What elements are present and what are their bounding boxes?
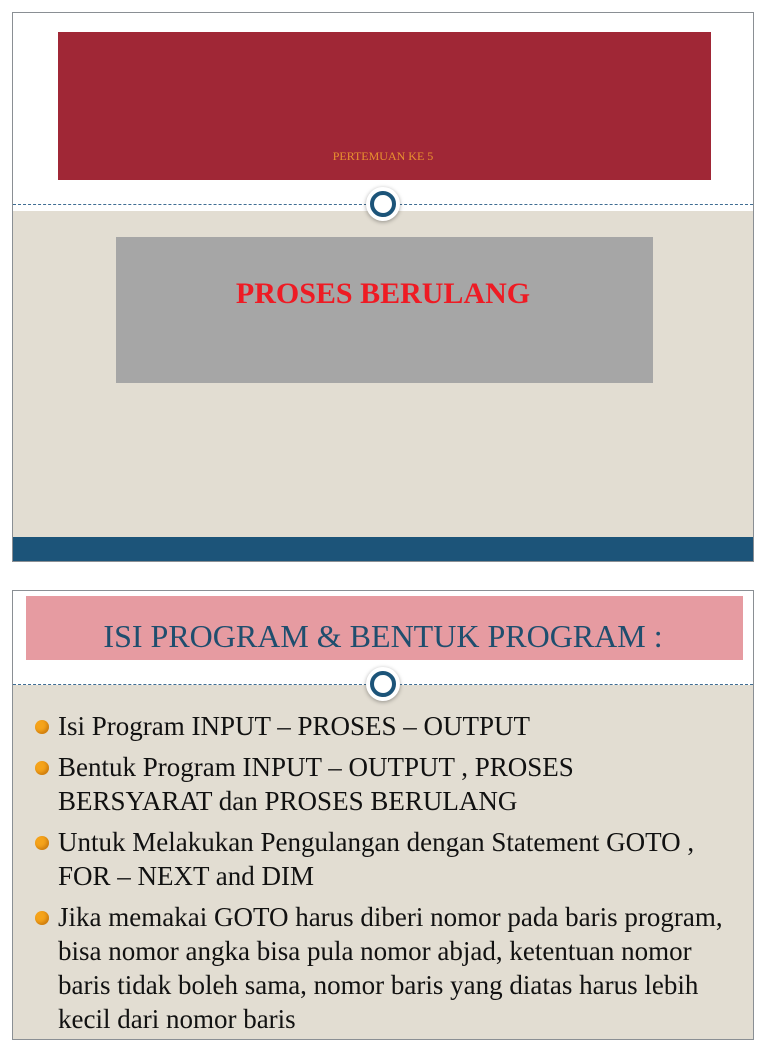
bullet-text: Bentuk Program INPUT – OUTPUT , PROSES BERSYARAT dan PROSES BERULANG	[58, 752, 574, 816]
circle-marker-icon	[366, 667, 400, 701]
bullet-list	[33, 709, 733, 1040]
bullet-dot-icon	[35, 836, 49, 850]
bullet-text: Jika memakai GOTO harus diberi nomor pada baris program, bisa nomor angka bisa pula nomor abjad, ketentuan nomor baris tidak boleh sama, nomor baris yang diatas harus lebih kecil dari nomor baris	[58, 902, 723, 1034]
bullet-dot-icon	[35, 761, 49, 775]
slide-2	[12, 590, 754, 1040]
list-item	[33, 900, 733, 1036]
slide-title: ISI PROGRAM & BENTUK PROGRAM :	[103, 618, 663, 654]
bullet-dot-icon	[35, 720, 49, 734]
list-item	[33, 750, 733, 818]
slide-title: PROSES BERULANG	[235, 277, 531, 310]
circle-marker-icon	[366, 187, 400, 221]
bottom-bar	[13, 537, 753, 562]
list-item	[33, 709, 733, 743]
slide-subtitle: PERTEMUAN KE 5	[332, 149, 434, 163]
bullet-text: Untuk Melakukan Pengulangan dengan Statement GOTO , FOR – NEXT and DIM	[58, 827, 695, 891]
bullet-dot-icon	[35, 911, 49, 925]
list-item	[33, 825, 733, 893]
slide-1	[12, 12, 754, 562]
bullet-text: Isi Program INPUT – PROSES – OUTPUT	[58, 711, 531, 741]
